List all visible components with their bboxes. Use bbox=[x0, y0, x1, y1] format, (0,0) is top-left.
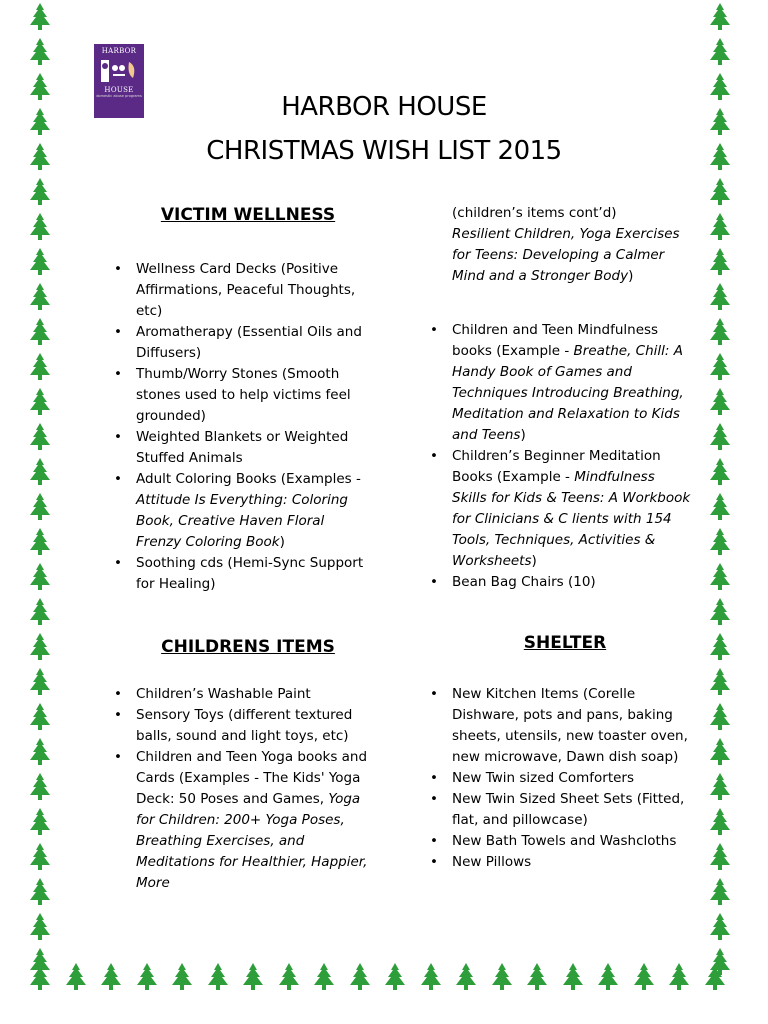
christmas-tree-icon bbox=[708, 387, 732, 417]
list-item bbox=[114, 684, 368, 705]
christmas-tree-icon bbox=[525, 962, 549, 992]
christmas-tree-icon bbox=[708, 667, 732, 697]
list-item bbox=[430, 789, 688, 831]
list-item bbox=[430, 768, 688, 789]
list-item-title: Yoga for Children: 200+ Yoga Poses, Breathing Exercises, and Meditations for Healthier, Happier, More bbox=[136, 791, 368, 891]
christmas-tree-icon bbox=[28, 737, 52, 767]
list-item-text: Children and Teen Mindfulness books (Example - bbox=[452, 322, 659, 359]
bullet-icon: • bbox=[430, 854, 438, 870]
list-item bbox=[430, 831, 688, 852]
christmas-tree-icon bbox=[28, 597, 52, 627]
page-subtitle: CHRISTMAS WISH LIST 2015 bbox=[206, 136, 562, 166]
bullet-icon: • bbox=[114, 471, 122, 487]
list-item-close: ) bbox=[279, 534, 285, 550]
shelter-heading: SHELTER bbox=[523, 633, 607, 653]
christmas-tree-icon bbox=[708, 422, 732, 452]
christmas-tree-icon bbox=[708, 527, 732, 557]
christmas-tree-icon bbox=[708, 37, 732, 67]
list-item bbox=[430, 572, 692, 593]
christmas-tree-icon bbox=[28, 562, 52, 592]
christmas-tree-icon bbox=[28, 387, 52, 417]
christmas-tree-icon bbox=[28, 37, 52, 67]
bullet-icon: • bbox=[430, 833, 438, 849]
bullet-icon: • bbox=[114, 261, 122, 277]
list-item bbox=[114, 705, 368, 747]
list-item bbox=[114, 747, 368, 894]
christmas-tree-icon bbox=[667, 962, 691, 992]
list-item bbox=[114, 322, 366, 364]
list-item bbox=[430, 852, 688, 873]
list-item-text: Weighted Blankets or Weighted Stuffed Animals bbox=[136, 429, 349, 466]
childrens-items-continued bbox=[452, 203, 692, 287]
christmas-tree-icon bbox=[708, 317, 732, 347]
christmas-tree-icon bbox=[708, 212, 732, 242]
bullet-icon: • bbox=[430, 322, 438, 338]
christmas-tree-icon bbox=[708, 632, 732, 662]
continued-text bbox=[452, 224, 692, 287]
christmas-tree-icon bbox=[64, 962, 88, 992]
christmas-tree-icon bbox=[277, 962, 301, 992]
list-item bbox=[430, 684, 688, 768]
christmas-tree-icon bbox=[708, 737, 732, 767]
christmas-tree-icon bbox=[708, 842, 732, 872]
christmas-tree-icon bbox=[708, 597, 732, 627]
list-item-title: Mindfulness Skills for Kids & Teens: A Workbook for Clinicians & C lients with 154 Tools, Techniques, Activities & Worksheets bbox=[452, 469, 691, 569]
bottom-tree-border bbox=[28, 960, 738, 1000]
christmas-tree-icon bbox=[419, 962, 443, 992]
christmas-tree-icon bbox=[561, 962, 585, 992]
list-item-text: Children and Teen Yoga books and Cards (Examples - The Kids' Yoga Deck: 50 Poses and Games, bbox=[136, 749, 368, 807]
christmas-tree-icon bbox=[28, 422, 52, 452]
christmas-tree-icon bbox=[28, 807, 52, 837]
christmas-tree-icon bbox=[28, 772, 52, 802]
list-item-text: Soothing cds (Hemi-Sync Support for Healing) bbox=[136, 555, 364, 592]
christmas-tree-icon bbox=[28, 177, 52, 207]
bullet-icon: • bbox=[114, 707, 122, 723]
list-item-text: New Twin Sized Sheet Sets (Fitted, flat, and pillowcase) bbox=[452, 791, 685, 828]
list-item-text: Aromatherapy (Essential Oils and Diffusers) bbox=[136, 324, 362, 361]
christmas-tree-icon bbox=[135, 962, 159, 992]
christmas-tree-icon bbox=[28, 527, 52, 557]
victim-wellness-list bbox=[114, 259, 366, 595]
list-item-close: ) bbox=[520, 427, 526, 443]
list-item bbox=[430, 446, 692, 572]
christmas-tree-icon bbox=[312, 962, 336, 992]
continued-title: Resilient Children, Yoga Exercises for Teens: Developing a Calmer Mind and a Stronger Body bbox=[452, 226, 680, 284]
christmas-tree-icon bbox=[28, 317, 52, 347]
christmas-tree-icon bbox=[708, 807, 732, 837]
bullet-icon: • bbox=[430, 770, 438, 786]
list-item bbox=[114, 427, 366, 469]
christmas-tree-icon bbox=[708, 877, 732, 907]
christmas-tree-icon bbox=[632, 962, 656, 992]
christmas-tree-icon bbox=[28, 842, 52, 872]
christmas-tree-icon bbox=[348, 962, 372, 992]
list-item-text: Children’s Washable Paint bbox=[136, 686, 311, 702]
christmas-tree-icon bbox=[28, 912, 52, 942]
christmas-tree-icon bbox=[596, 962, 620, 992]
list-item-text: Sensory Toys (different textured balls, sound and light toys, etc) bbox=[136, 707, 353, 744]
list-item-title: Attitude Is Everything: Coloring Book, Creative Haven Floral Frenzy Coloring Book bbox=[136, 492, 348, 550]
christmas-tree-icon bbox=[28, 247, 52, 277]
list-item-text: New Bath Towels and Washcloths bbox=[452, 833, 677, 849]
christmas-tree-icon bbox=[28, 632, 52, 662]
list-item bbox=[430, 320, 692, 446]
list-item-text: New Twin sized Comforters bbox=[452, 770, 635, 786]
list-item bbox=[114, 469, 366, 553]
christmas-tree-icon bbox=[28, 282, 52, 312]
christmas-tree-icon bbox=[28, 352, 52, 382]
christmas-tree-icon bbox=[383, 962, 407, 992]
continued-label: (children’s items cont’d) bbox=[452, 205, 617, 221]
christmas-tree-icon bbox=[708, 352, 732, 382]
bullet-icon: • bbox=[114, 366, 122, 382]
christmas-tree-icon bbox=[708, 912, 732, 942]
bullet-icon: • bbox=[430, 448, 438, 464]
christmas-tree-icon bbox=[170, 962, 194, 992]
childrens-items-continued-list bbox=[430, 320, 692, 593]
christmas-tree-icon bbox=[28, 667, 52, 697]
christmas-tree-icon bbox=[28, 877, 52, 907]
christmas-tree-icon bbox=[708, 2, 732, 32]
page-title: HARBOR HOUSE bbox=[281, 92, 487, 122]
christmas-tree-icon bbox=[708, 492, 732, 522]
christmas-tree-icon bbox=[28, 457, 52, 487]
christmas-tree-icon bbox=[708, 772, 732, 802]
bullet-icon: • bbox=[114, 324, 122, 340]
list-item bbox=[114, 259, 366, 322]
logo-text-bottom: HOUSE bbox=[104, 86, 134, 94]
christmas-tree-icon bbox=[99, 962, 123, 992]
list-item-text: Adult Coloring Books (Examples - bbox=[136, 471, 361, 487]
christmas-tree-icon bbox=[28, 492, 52, 522]
list-item-text: Thumb/Worry Stones (Smooth stones used to help victims feel grounded) bbox=[136, 366, 351, 424]
christmas-tree-icon bbox=[206, 962, 230, 992]
list-item-text: Children’s Beginner Meditation Books (Example - bbox=[452, 448, 661, 485]
childrens-items-list bbox=[114, 684, 368, 894]
list-item bbox=[114, 364, 366, 427]
bullet-icon: • bbox=[430, 686, 438, 702]
shelter-list bbox=[430, 684, 688, 873]
christmas-tree-icon bbox=[708, 282, 732, 312]
logo-art-icon bbox=[99, 58, 139, 84]
logo-text-top: HARBOR bbox=[101, 47, 137, 55]
christmas-tree-icon bbox=[28, 2, 52, 32]
list-item-text: New Pillows bbox=[452, 854, 532, 870]
christmas-tree-icon bbox=[708, 702, 732, 732]
childrens-items-heading: CHILDRENS ITEMS bbox=[161, 637, 335, 657]
logo-tagline: domestic abuse programs bbox=[96, 94, 142, 98]
christmas-tree-icon bbox=[708, 247, 732, 277]
list-item-text: Bean Bag Chairs (10) bbox=[452, 574, 596, 590]
christmas-tree-icon bbox=[241, 962, 265, 992]
christmas-tree-icon bbox=[28, 702, 52, 732]
list-item-text: New Kitchen Items (Corelle Dishware, pots and pans, baking sheets, utensils, new toaster oven, new microwave, Dawn dish soap) bbox=[452, 686, 688, 765]
bullet-icon: • bbox=[114, 555, 122, 571]
christmas-tree-icon bbox=[708, 177, 732, 207]
christmas-tree-icon bbox=[490, 962, 514, 992]
bullet-icon: • bbox=[114, 749, 122, 765]
christmas-tree-icon bbox=[708, 562, 732, 592]
continued-close: ) bbox=[628, 268, 634, 284]
bullet-icon: • bbox=[114, 429, 122, 445]
christmas-tree-icon bbox=[28, 962, 52, 992]
list-item-title: Breathe, Chill: A Handy Book of Games and Techniques Introducing Breathing, Meditation and Relaxation to Kids and Teens bbox=[452, 343, 684, 443]
christmas-tree-icon bbox=[454, 962, 478, 992]
christmas-tree-icon bbox=[708, 457, 732, 487]
victim-wellness-heading: VICTIM WELLNESS bbox=[160, 205, 336, 225]
bullet-icon: • bbox=[430, 791, 438, 807]
list-item bbox=[114, 553, 366, 595]
bullet-icon: • bbox=[430, 574, 438, 590]
list-item-close: ) bbox=[531, 553, 537, 569]
list-item-text: Wellness Card Decks (Positive Affirmations, Peaceful Thoughts, etc) bbox=[136, 261, 356, 319]
christmas-tree-icon bbox=[703, 962, 727, 992]
christmas-tree-icon bbox=[28, 212, 52, 242]
bullet-icon: • bbox=[114, 686, 122, 702]
